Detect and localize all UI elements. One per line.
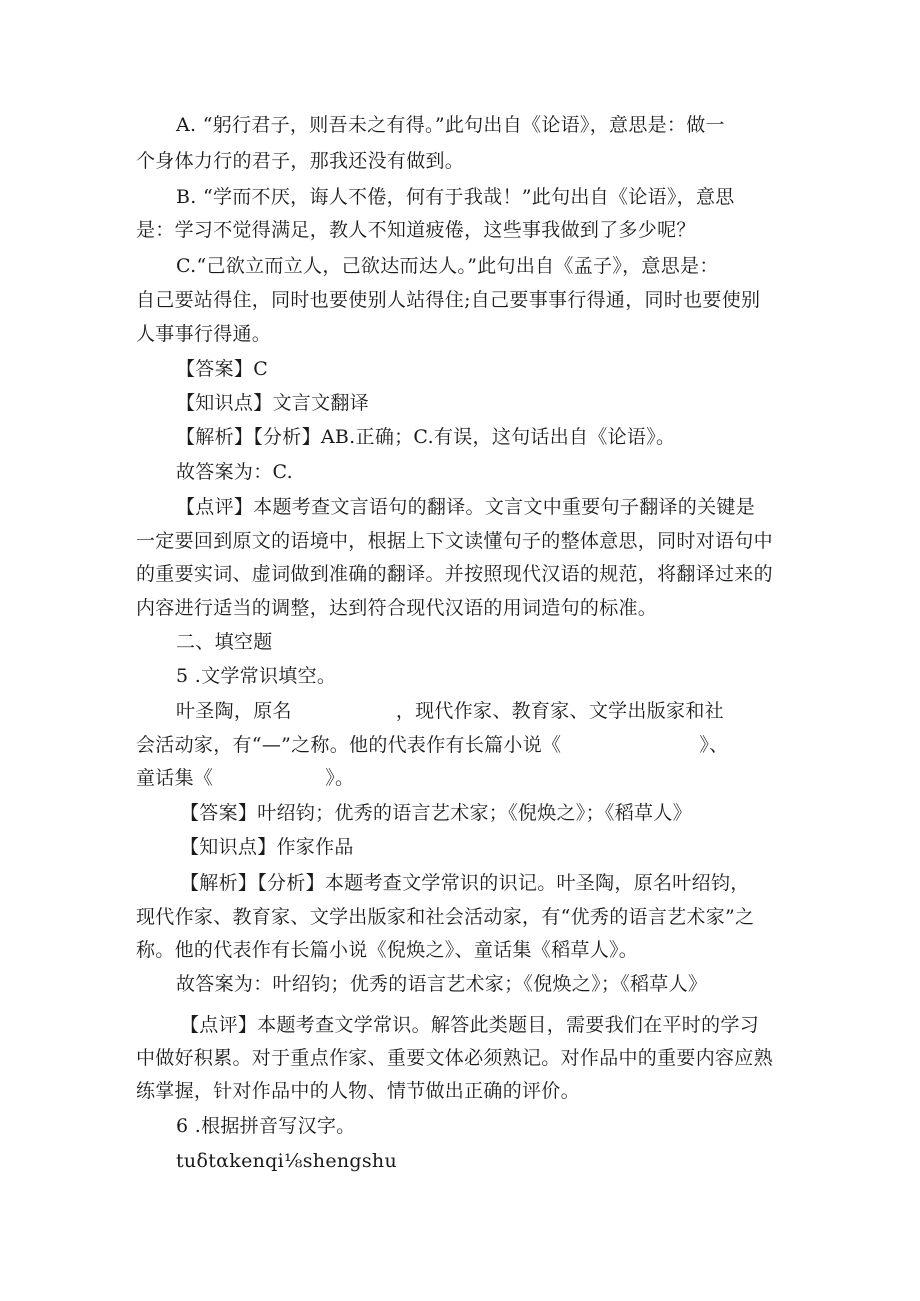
q5-stem-2-text-b: 》、 (699, 734, 729, 756)
q4-comment-line-2: 一定要回到原文的语境中，根据上下文读懂句子的整体意思，同时对语句中 (136, 530, 773, 552)
q5-stem-line-1 (176, 698, 788, 724)
section-heading: 二、填空题 (176, 631, 273, 653)
q5-stem-2-text-a: 会活动家，有“—”之称。他的代表作有长篇小说《 (136, 734, 562, 756)
q5-comment-line-3: 练掌握，针对作品中的人物、情节做出正确的评价。 (136, 1080, 580, 1102)
q5-stem-3-text-b: 》。 (325, 767, 355, 789)
q4-answer: 【答案】C (176, 358, 269, 380)
q4-comment-line-1: 【点评】本题考查文言语句的翻译。文言文中重要句子翻译的关键是 (176, 496, 756, 518)
q5-final-answer: 故答案为：叶绍钧；优秀的语言艺术家；《倪焕之》；《稻草人》 (176, 973, 708, 995)
q5-stem-1-text-b: ，现代作家、教育家、文学出版家和社 (395, 700, 724, 722)
q4-option-a-line-1: A. “躬行君子，则吾未之有得。”此句出自《论语》，意思是：做一 (176, 114, 725, 136)
q5-analysis-line-1: 【解析】【分析】本题考查文学常识的识记。叶圣陶，原名叶绍钧， (180, 872, 750, 894)
q4-option-c-line-2: 自己要站得住，同时也要使别人站得住;自己要事事行得通，同时也要使别 (136, 289, 761, 311)
q4-analysis: 【解析】【分析】AB.正确；C.有误，这句话出自《论语》。 (176, 426, 676, 448)
q4-option-a-line-2: 个身体力行的君子，那我还没有做到。 (136, 150, 465, 172)
q5-title: 5 .文学常识填空。 (176, 665, 337, 687)
q5-stem-line-3 (136, 765, 788, 791)
q5-answer: 【答案】叶绍钧；优秀的语言艺术家；《倪焕之》；《稻草人》 (180, 802, 692, 824)
q5-comment-line-2: 中做好积累。对于重点作家、重要文体必须熟记。对作品中的重要内容应熟 (136, 1047, 773, 1069)
q5-analysis-line-2: 现代作家、教育家、文学出版家和社会活动家，有“优秀的语言艺术家”之 (136, 906, 755, 928)
q5-stem-line-2 (136, 732, 788, 758)
q4-option-c-line-1: C.“己欲立而立人，己欲达而达人。”此句出自《孟子》，意思是： (176, 255, 719, 277)
q4-option-b-line-1: B. “学而不厌，诲人不倦，何有于我哉！”此句出自《论语》，意思 (176, 186, 735, 208)
q6-title: 6 .根据拼音写汉字。 (176, 1115, 356, 1137)
q4-comment-line-4: 内容进行适当的调整，达到符合现代汉语的用词造句的标准。 (136, 597, 658, 619)
q5-analysis-line-3: 称。他的代表作有长篇小说《倪焕之》、童话集《稻草人》。 (136, 939, 639, 961)
q5-stem-1-text-a: 叶圣陶，原名 (176, 700, 292, 722)
q4-option-b-line-2: 是：学习不觉得满足，教人不知道疲倦，这些事我做到了多少呢？ (136, 219, 696, 241)
q6-pinyin: tuδtαkenqi⅛shengshu (176, 1150, 397, 1172)
q4-final-answer: 故答案为：C. (176, 461, 294, 483)
q5-stem-3-text-a: 童话集《 (136, 767, 214, 789)
q4-option-c-line-3: 人事事行得通。 (136, 323, 272, 345)
q4-comment-line-3: 的重要实词、虚词做到准确的翻译。并按照现代汉语的规范，将翻译过来的 (136, 563, 773, 585)
q4-knowledge-point: 【知识点】文言文翻译 (176, 392, 370, 414)
q5-comment-line-1: 【点评】本题考查文学常识。解答此类题目，需要我们在平时的学习 (180, 1014, 760, 1036)
q5-knowledge-point: 【知识点】作家作品 (180, 836, 354, 858)
